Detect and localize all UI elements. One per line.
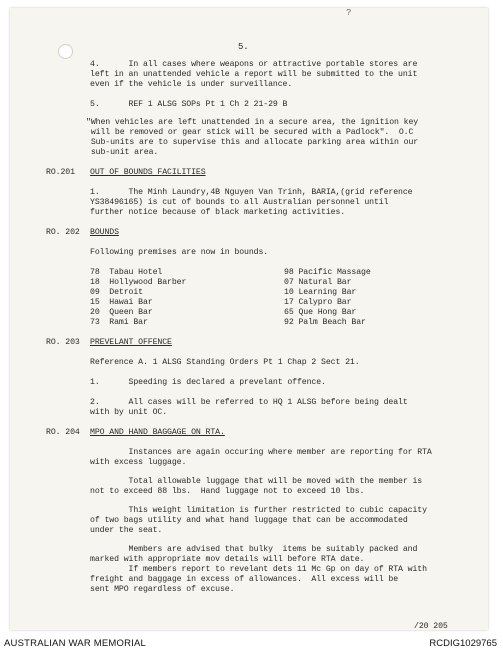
ro204-p2-line-2: not to exceed 88 lbs. Hand luggage not to exceed 10 lbs. [90, 487, 365, 496]
ro202-intro: Following premises are now in bounds. [90, 248, 269, 257]
ro204-p1-line-1: Instances are again occuring where member are reporting for RTA [90, 448, 432, 457]
inbounds-left-3: 09 Detroit [90, 288, 143, 297]
inbounds-left-2: 18 Hollywood Barber [90, 278, 187, 287]
ro203-para-1: 1. Speeding is declared a prevelant offence. [90, 378, 326, 387]
ro204-p4-line-3: If members report to revelant dets 11 Mc Gp on day of RTA with [90, 565, 427, 574]
quote-line-2: will be removed or gear stick will be secured with a Padlock". O.C [86, 128, 414, 137]
ro204-p3-line-1: This weight limitation is further restricted to cubic capacity [90, 506, 427, 515]
ro203-reference: Reference A. 1 ALSG Standing Orders Pt 1 Chap 2 Sect 21. [90, 358, 360, 367]
ro201-line-3: further notice because of black marketing activities. [90, 208, 346, 217]
para4-line-2: left in an unattended vehicle a report will be submitted to the unit [90, 70, 418, 79]
quote-line-1: "When vehicles are left unattended in a secure area, the ignition key [86, 118, 419, 127]
inbounds-left-5: 20 Queen Bar [90, 308, 153, 317]
continuation-marker: /20 205 [414, 622, 448, 630]
ro203-para-2-line-1: 2. All cases will be referred to HQ 1 ALSG before being dealt [90, 398, 408, 407]
ro204-p1-line-2: with excess luggage. [90, 458, 187, 467]
archive-footer [0, 636, 503, 654]
ro201-title: OUT OF BOUNDS FACILITIES [90, 168, 206, 177]
ro204-title: MPO AND HAND BAGGAGE ON RTA. [90, 428, 225, 437]
ro204-p4-line-4: freight and baggage in excess of allowances. All excess will be [90, 575, 399, 584]
ro204-p3-line-2: of two bags utility and what hand luggage that can be accommodated [90, 516, 408, 525]
para5-ref: 5. REF 1 ALSG SOPs Pt 1 Ch 2 21-29 B [90, 100, 288, 109]
ro203-para-2-line-2: with by unit OC. [90, 408, 168, 417]
para4-line-1: 4. In all cases where weapons or attractive portable stores are [90, 60, 418, 69]
ro204-p4-line-1: Members are advised that bulky items be suitably packed and [90, 545, 418, 554]
ro204-p4-line-5: sent MPO regardless of excuse. [90, 585, 235, 594]
ro201-line-1: 1. The Minh Laundry,4B Nguyen Van Trinh, BARIA,(grid reference [90, 188, 413, 197]
inbounds-right-3: 10 Learning Bar [284, 288, 357, 297]
ro204-number: RO. 204 [46, 428, 80, 437]
ro204-p3-line-3: under the seat. [90, 526, 163, 535]
quote-line-4: sub-unit area. [86, 148, 159, 157]
document-page [10, 8, 488, 630]
quote-line-3: Sub-units are to supervise this and allocate parking area within our [86, 138, 419, 147]
inbounds-left-1: 78 Tabau Hotel [90, 268, 163, 277]
page-number: 5. [238, 42, 249, 52]
ro204-p4-line-2: marked with appropriate mov details will before RTA date. [90, 555, 365, 564]
ro201-line-2: YS38496165) is cut of bounds to all Australian personnel until [90, 198, 389, 207]
punch-hole [58, 44, 73, 59]
ro201-number: RO.201 [46, 168, 75, 177]
inbounds-left-6: 73 Rami Bar [90, 318, 148, 327]
archive-name: AUSTRALIAN WAR MEMORIAL [4, 638, 147, 649]
inbounds-right-1: 98 Pacific Massage [284, 268, 371, 277]
inbounds-right-5: 65 Que Hong Bar [284, 308, 357, 317]
inbounds-left-4: 15 Hawai Bar [90, 298, 153, 307]
ro203-title: PREVELANT OFFENCE [90, 338, 172, 347]
inbounds-right-6: 92 Palm Beach Bar [284, 318, 366, 327]
inbounds-right-4: 17 Calypro Bar [284, 298, 352, 307]
archive-id: RCDIG1029765 [429, 638, 497, 649]
inbounds-right-2: 07 Natural Bar [284, 278, 352, 287]
corner-mark: ? [346, 8, 352, 18]
ro204-p2-line-1: Total allowable luggage that will be moved with the member is [90, 477, 423, 486]
ro202-number: RO. 202 [46, 228, 80, 237]
ro202-title: BOUNDS [90, 228, 119, 237]
para4-line-3: even if the vehicle is under surveillance. [90, 80, 293, 89]
ro203-number: RO. 203 [46, 338, 80, 347]
